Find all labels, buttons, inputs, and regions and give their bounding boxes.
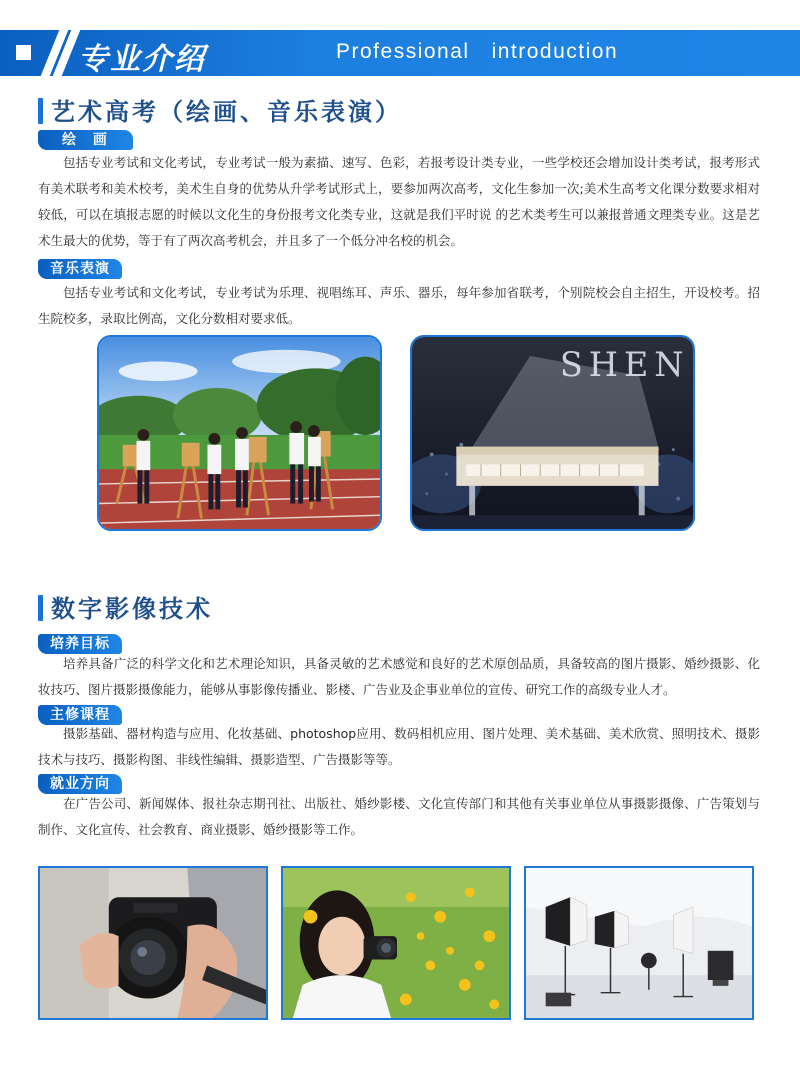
heading-bar-icon [38,98,43,124]
camera-hand-image [40,868,266,1018]
crystal-piano-image [412,337,693,529]
main-courses-description: 摄影基础、器材构造与应用、化妆基础、photoshop应用、数码相机应用、图片处理、美术基础、美术欣赏、照明技术、摄影技术与技巧、摄影构图、非线性编辑、摄影造型、广告摄影等等。 [38,726,760,767]
photo-girl-flowers [281,866,511,1020]
painting-students-image [99,337,380,529]
page-title-english: Professional introduction [336,40,619,63]
music-description: 包括专业考试和文化考试，专业考试为乐理、视唱练耳、声乐、器乐，每年参加省联考，个别院校会自主招生，开设校考。招生院校多，录取比例高，文化分数相对要求低。 [38,285,760,326]
banner-square-icon [16,45,31,60]
tag-painting: 绘 画 [38,130,133,150]
tag-music: 音乐表演 [38,259,122,279]
section-heading-art-text: 艺术高考（绘画、音乐表演） [51,98,402,126]
header-banner [0,30,800,76]
piano-sign-text: SHEN [559,345,690,385]
tag-main-courses: 主修课程 [38,705,122,725]
photo-crystal-piano [410,335,695,531]
painting-description: 包括专业考试和文化考试，专业考试一般为素描、速写、色彩，若报考设计类专业，一些学校还会增加设计类考试，报考形式有美术联考和美术校考，美术生自身的优势从升学考试形式上，要参加两次高考，文化生参加一次;美术生高考文化课分数要求相对较低，可以在填报志愿的时候以文化生的身份报考文化类专业，这就是我们平时说 的艺术类考生可以兼报普通文理类专业。这是艺术生最大的优势，等于有了两次高考机会，并且多了一个低分冲名校的机会。 [38,155,760,248]
training-goal-description: 培养具备广泛的科学文化和艺术理论知识，具备灵敏的艺术感觉和良好的艺术原创品质，具备较高的图片摄影、婚纱摄影、化妆技巧、图片摄影摄像能力，能够从事影像传播业、影楼、广告业及企事业单位的宣传、研究工作的高级专业人才。 [38,656,760,697]
section-heading-art [38,92,402,127]
tag-training-goal: 培养目标 [38,634,122,654]
page-title: 专业介绍 [78,42,206,77]
section-heading-imaging-text: 数字影像技术 [51,595,213,623]
photo-painting-students [97,335,382,531]
heading-bar-icon [38,595,43,621]
girl-flowers-image [283,868,509,1018]
studio-image [526,868,752,1018]
photo-camera-hand [38,866,268,1020]
photo-studio [524,866,754,1020]
tag-career: 就业方向 [38,774,122,794]
section-heading-imaging [38,589,213,624]
career-description: 在广告公司、新闻媒体、报社杂志期刊社、出版社、婚纱影楼、文化宣传部门和其他有关事业单位从事摄影摄像、广告策划与制作、文化宣传、社会教育、商业摄影、婚纱摄影等工作。 [38,796,760,837]
